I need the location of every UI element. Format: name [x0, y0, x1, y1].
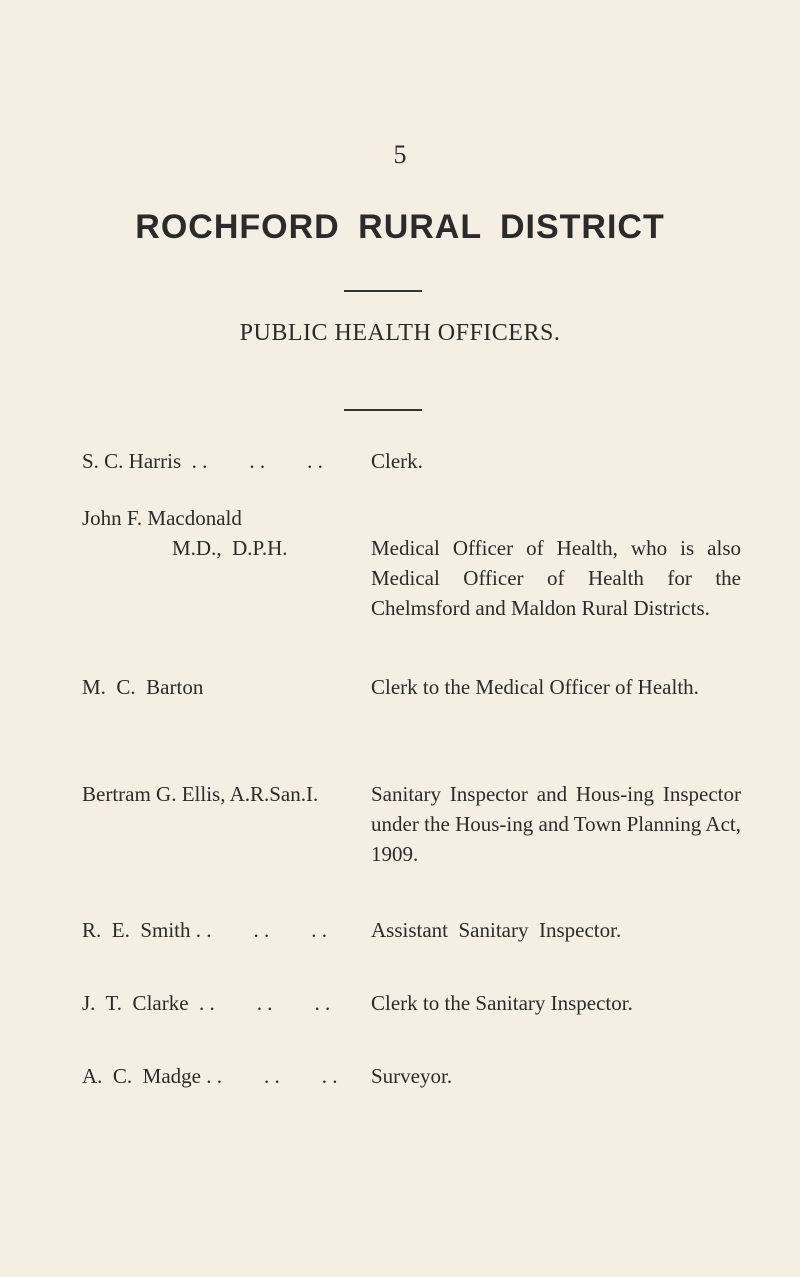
officer-name: J. T. Clarke . . . . . .	[82, 991, 331, 1015]
officer-qualifications: M.D., D.P.H.	[172, 536, 288, 560]
officer-name: John F. Macdonald	[82, 506, 242, 530]
page-title: ROCHFORD RURAL DISTRICT	[135, 208, 665, 246]
divider-rule	[344, 409, 422, 411]
officer-role: Clerk.	[371, 449, 423, 473]
officer-name: M. C. Barton	[82, 675, 204, 699]
officer-name: Bertram G. Ellis, A.R.San.I.	[82, 782, 319, 806]
section-subtitle: PUBLIC HEALTH OFFICERS.	[239, 320, 561, 346]
officer-entry	[82, 503, 741, 623]
officer-name: S. C. Harris . . . . . .	[82, 449, 323, 473]
officer-role: Clerk to the Sanitary Inspector.	[371, 991, 633, 1015]
page-number: 5	[393, 140, 407, 169]
officer-role: Clerk to the Medical Officer of Health.	[371, 675, 699, 699]
officer-role: Medical Officer of Health, who is also Medical Officer of Health for the Chelmsford and Maldon Rural Districts.	[371, 536, 741, 620]
officer-name: R. E. Smith . . . . . .	[82, 918, 328, 942]
divider-rule	[344, 290, 422, 292]
officer-role: Surveyor.	[371, 1064, 453, 1088]
officer-role: Assistant Sanitary Inspector.	[371, 918, 622, 942]
officer-role: Sanitary Inspector and Hous-ing Inspector under the Hous-ing and Town Planning Act, 1909.	[371, 782, 741, 866]
officer-name: A. C. Madge . . . . . .	[82, 1064, 338, 1088]
